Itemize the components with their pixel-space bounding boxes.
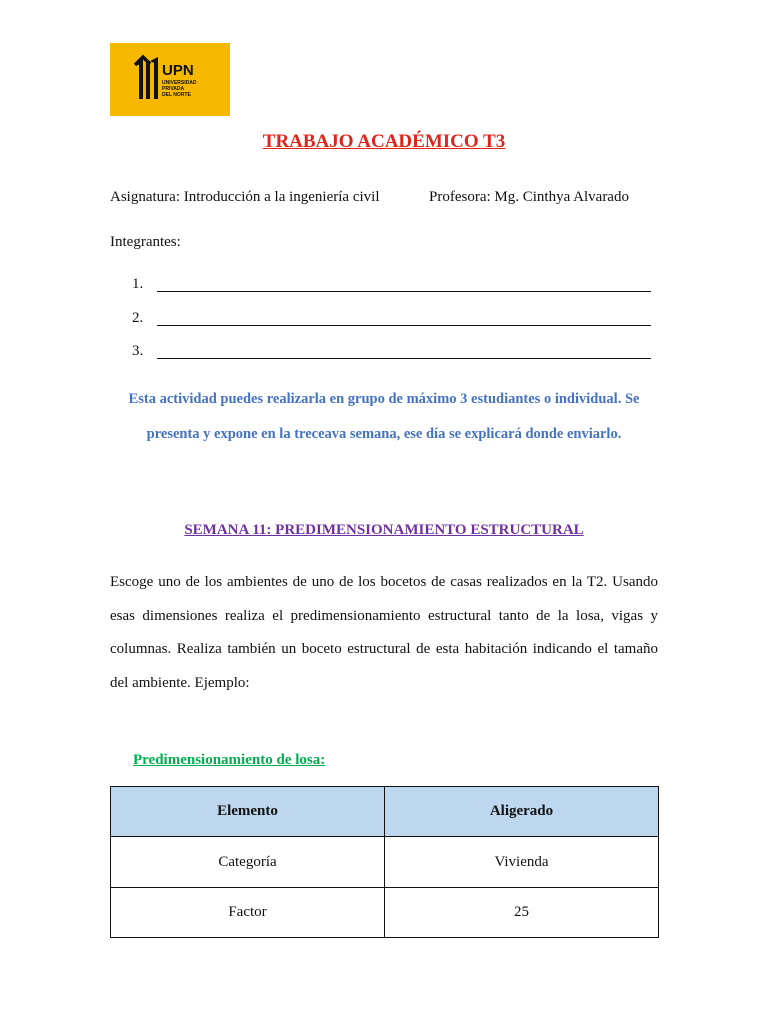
document-title: TRABAJO ACADÉMICO T3	[262, 131, 506, 152]
table-cell: 25	[385, 888, 659, 938]
upn-logo	[110, 43, 230, 116]
slab-table	[110, 786, 659, 938]
logo-text: UPN	[162, 62, 194, 79]
blank-line	[157, 325, 651, 326]
member-line-3[interactable]	[132, 343, 157, 360]
upn-logo-mark	[110, 43, 230, 116]
table-header-cell: Elemento	[111, 787, 385, 837]
table-row	[111, 888, 659, 938]
subject-label: Asignatura: Introducción a la ingeniería civil	[110, 189, 380, 205]
table-row	[111, 837, 659, 888]
member-number: 1.	[132, 276, 144, 292]
table-header-cell: Aligerado	[385, 787, 659, 837]
assignment-paragraph: Escoge uno de los ambientes de uno de los bocetos de casas realizados en la T2. Usando esas dimensiones realiza el predimensionamiento estructural tanto de la losa, vigas y columnas. Realiza también un boceto estructural de esta habitación indicando el tamaño del ambiente. Ejemplo:	[110, 574, 658, 691]
table-cell: Categoría	[111, 837, 385, 888]
table-cell: Vivienda	[385, 837, 659, 888]
teacher-label: Profesora: Mg. Cinthya Alvarado	[429, 189, 629, 205]
member-line-1[interactable]	[132, 276, 157, 293]
logo-subtext-2: PRIVADA	[162, 86, 185, 92]
slab-heading: Predimensionamiento de losa:	[133, 752, 326, 768]
member-number: 3.	[132, 343, 144, 359]
week-heading: SEMANA 11: PREDIMENSIONAMIENTO ESTRUCTURAL	[184, 522, 584, 538]
member-line-2[interactable]	[132, 310, 157, 327]
blank-line	[157, 291, 651, 292]
table-cell: Factor	[111, 888, 385, 938]
instructions-line-2: presenta y expone en la treceava semana, ese día se explicará donde enviarlo.	[146, 426, 622, 442]
logo-subtext-1: UNIVERSIDAD	[162, 80, 197, 86]
member-number: 2.	[132, 310, 144, 326]
table-header-row	[111, 787, 659, 837]
logo-subtext-3: DEL NORTE	[162, 92, 191, 98]
blank-line	[157, 358, 651, 359]
members-label: Integrantes:	[110, 234, 181, 250]
instructions-line-1: Esta actividad puedes realizarla en grupo de máximo 3 estudiantes o individual. Se	[128, 391, 640, 407]
